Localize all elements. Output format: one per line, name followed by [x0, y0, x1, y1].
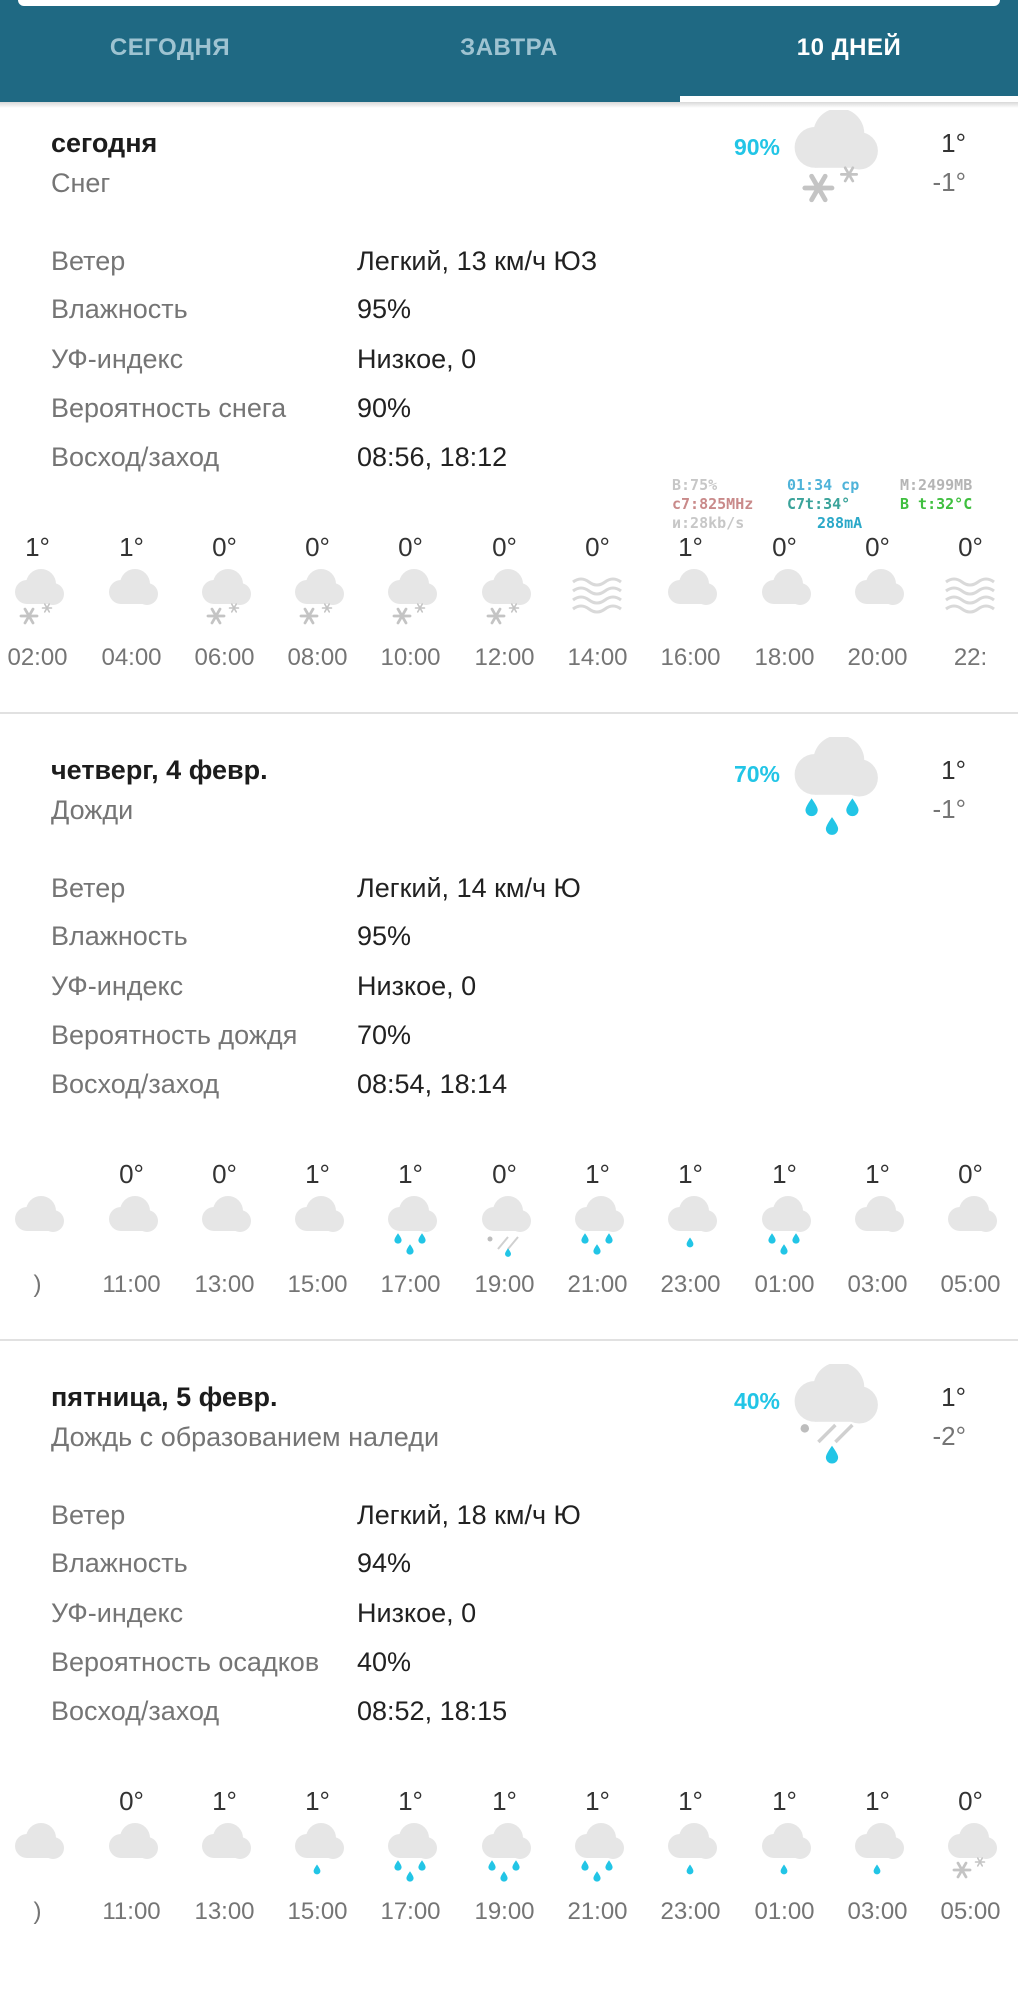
- day-title: четверг, 4 февр.: [51, 755, 268, 785]
- hour-time: 21:00: [567, 1898, 628, 1925]
- day-forecast-card[interactable]: [0, 1364, 1018, 1990]
- hour-temp: 0°: [958, 1159, 983, 1189]
- hour-item[interactable]: [738, 1786, 831, 1936]
- hour-item[interactable]: [178, 1786, 271, 1936]
- hour-item[interactable]: [178, 532, 271, 682]
- fog-icon: [567, 568, 629, 630]
- hour-time: 05:00: [940, 1898, 1001, 1925]
- low-temp: -1°: [932, 167, 966, 197]
- detail-label: Влажность: [51, 921, 188, 951]
- hour-time: 01:00: [754, 1271, 815, 1298]
- detail-label: Вероятность снега: [51, 393, 287, 423]
- system-overlay-col2: [787, 476, 862, 533]
- hour-item[interactable]: [551, 1159, 644, 1309]
- network-readout: и:28kb/s: [672, 514, 745, 532]
- detail-label: УФ-индекс: [51, 971, 184, 1001]
- hour-time: 10:00: [380, 644, 441, 671]
- hour-temp: 0°: [492, 1159, 517, 1189]
- cloud-icon: [101, 568, 163, 630]
- hour-time: 21:00: [567, 1271, 628, 1298]
- hour-temp: 0°: [398, 532, 423, 562]
- snow-icon: [194, 568, 256, 630]
- hour-temp: 1°: [678, 532, 703, 562]
- detail-label: Ветер: [51, 873, 126, 903]
- detail-value: 08:54, 18:14: [357, 1069, 508, 1099]
- system-overlay-col3: [900, 476, 972, 514]
- hour-time: ): [33, 1271, 42, 1298]
- snow-icon: [287, 568, 349, 630]
- hour-item[interactable]: [85, 1159, 178, 1309]
- hour-time: 04:00: [101, 644, 162, 671]
- day-forecast-card[interactable]: [0, 737, 1018, 1363]
- detail-label: Восход/заход: [51, 1069, 220, 1099]
- detail-value: Низкое, 0: [357, 971, 477, 1001]
- hour-temp: 1°: [772, 1159, 797, 1189]
- hour-temp: 1°: [119, 532, 144, 562]
- detail-value: 95%: [357, 294, 412, 324]
- detail-value: 08:56, 18:12: [357, 442, 508, 472]
- memory-readout: M:2499MB: [900, 476, 973, 494]
- drizzle-icon: [287, 1822, 349, 1884]
- tab-10-days[interactable]: 10 ДНЕЙ: [796, 34, 902, 61]
- hour-temp: 0°: [119, 1786, 144, 1816]
- clock-readout: 01:34 cp: [787, 476, 860, 494]
- detail-label: Восход/заход: [51, 1696, 220, 1726]
- hour-time: 15:00: [287, 1898, 348, 1925]
- hour-time: 03:00: [847, 1271, 908, 1298]
- detail-value: 08:52, 18:15: [357, 1696, 508, 1726]
- hour-time: ): [33, 1898, 42, 1925]
- detail-value: 40%: [357, 1647, 412, 1677]
- sleet-icon: [474, 1195, 536, 1257]
- hour-time: 11:00: [102, 1898, 161, 1925]
- hour-temp: 0°: [958, 532, 983, 562]
- precip-chance: 90%: [733, 134, 780, 160]
- cloud-icon: [101, 1195, 163, 1257]
- day-forecast-card[interactable]: [0, 110, 1018, 736]
- rain-icon: [380, 1195, 442, 1257]
- rain-icon: [380, 1822, 442, 1884]
- detail-label: Влажность: [51, 1548, 188, 1578]
- cpu-freq-readout: c7:825MHz: [672, 495, 754, 513]
- hour-time: 05:00: [940, 1271, 1001, 1298]
- hour-time: 22:: [953, 644, 988, 671]
- hourly-strip[interactable]: [0, 1159, 1018, 1319]
- hour-time: 13:00: [194, 1271, 255, 1298]
- snow-icon: [474, 568, 536, 630]
- hour-time: 19:00: [474, 1898, 535, 1925]
- precip-chance: 70%: [733, 761, 780, 787]
- hour-item[interactable]: [551, 1786, 644, 1936]
- hour-time: 18:00: [754, 644, 815, 671]
- hour-time: 16:00: [660, 644, 721, 671]
- hour-item[interactable]: [364, 532, 457, 682]
- current-readout: 288mA: [817, 514, 863, 532]
- hour-time: 02:00: [7, 644, 68, 671]
- detail-label: Влажность: [51, 294, 188, 324]
- snow-icon: [7, 568, 69, 630]
- hour-time: 19:00: [474, 1271, 535, 1298]
- rain-icon: [786, 737, 886, 847]
- cloud-icon: [7, 1195, 69, 1257]
- drizzle-icon: [660, 1822, 722, 1884]
- hour-item[interactable]: [458, 1786, 551, 1936]
- hour-time: 23:00: [660, 1898, 721, 1925]
- battery-readout: B:75%: [672, 476, 718, 494]
- hour-temp: 0°: [772, 532, 797, 562]
- hour-temp: 1°: [212, 1786, 237, 1816]
- hour-item[interactable]: [831, 1159, 924, 1309]
- cloud-icon: [101, 1822, 163, 1884]
- hour-temp: 1°: [398, 1159, 423, 1189]
- day-title: пятница, 5 февр.: [51, 1382, 278, 1412]
- tab-tomorrow[interactable]: ЗАВТРА: [460, 34, 558, 61]
- hour-item[interactable]: [924, 1786, 1017, 1936]
- snow-icon: [380, 568, 442, 630]
- detail-label: Ветер: [51, 1500, 126, 1530]
- high-temp: 1°: [941, 128, 966, 158]
- hour-temp: 0°: [119, 1159, 144, 1189]
- hour-temp: 1°: [305, 1786, 330, 1816]
- hour-time: 12:00: [474, 644, 535, 671]
- snow-icon: [940, 1822, 1002, 1884]
- rain-icon: [474, 1822, 536, 1884]
- hour-time: 15:00: [287, 1271, 348, 1298]
- cloud-icon: [940, 1195, 1002, 1257]
- detail-value: 70%: [357, 1020, 412, 1050]
- hour-item[interactable]: [458, 1159, 551, 1309]
- hour-item[interactable]: [831, 1786, 924, 1936]
- hour-item[interactable]: [364, 1786, 457, 1936]
- cloud-icon: [194, 1822, 256, 1884]
- hour-item[interactable]: [551, 532, 644, 682]
- hour-item[interactable]: [178, 1159, 271, 1309]
- hour-temp: 0°: [212, 532, 237, 562]
- hour-item[interactable]: [831, 532, 924, 682]
- hour-item[interactable]: [644, 1159, 737, 1309]
- detail-value: 95%: [357, 921, 412, 951]
- hour-temp: 1°: [25, 532, 50, 562]
- drizzle-icon: [660, 1195, 722, 1257]
- rain-icon: [754, 1195, 816, 1257]
- section-divider: [0, 712, 1018, 714]
- precip-chance: 40%: [733, 1388, 780, 1414]
- hour-temp: 0°: [492, 532, 517, 562]
- hour-item[interactable]: [271, 1159, 364, 1309]
- cpu-temp-readout: C7t:34°: [787, 495, 851, 513]
- hourly-strip[interactable]: [0, 1786, 1018, 1946]
- day-condition: Снег: [51, 168, 111, 198]
- day-condition: Дождь с образованием наледи: [51, 1422, 440, 1452]
- detail-label: Ветер: [51, 246, 126, 276]
- hour-item[interactable]: [924, 1159, 1017, 1309]
- detail-label: Вероятность дождя: [51, 1020, 298, 1050]
- detail-value: Легкий, 13 км/ч ЮЗ: [357, 246, 598, 276]
- hour-item[interactable]: [271, 532, 364, 682]
- snow-icon: [786, 110, 886, 220]
- hour-time: 14:00: [567, 644, 628, 671]
- cloud-icon: [847, 1195, 909, 1257]
- low-temp: -2°: [932, 1421, 966, 1451]
- cloud-icon: [754, 568, 816, 630]
- detail-value: 90%: [357, 393, 412, 423]
- detail-value: Легкий, 18 км/ч Ю: [357, 1500, 581, 1530]
- high-temp: 1°: [941, 755, 966, 785]
- detail-value: Низкое, 0: [357, 1598, 477, 1628]
- day-title: сегодня: [51, 128, 158, 158]
- hour-time: 11:00: [102, 1271, 161, 1298]
- hour-time: 06:00: [194, 644, 255, 671]
- hour-temp: 1°: [865, 1786, 890, 1816]
- hour-temp: 1°: [772, 1786, 797, 1816]
- hour-time: 20:00: [847, 644, 908, 671]
- day-condition: Дожди: [51, 795, 134, 825]
- hour-item[interactable]: [85, 532, 178, 682]
- hour-item[interactable]: [364, 1159, 457, 1309]
- top-app-bar: [0, 0, 1018, 102]
- battery-temp-readout: B t:32°C: [900, 495, 973, 513]
- hourly-strip[interactable]: [0, 532, 1018, 692]
- detail-label: Восход/заход: [51, 442, 220, 472]
- tab-today[interactable]: СЕГОДНЯ: [109, 34, 231, 61]
- hour-item[interactable]: [85, 1786, 178, 1936]
- app-bar-shadow: [0, 102, 1018, 108]
- hour-item[interactable]: [271, 1786, 364, 1936]
- hour-temp: 1°: [585, 1786, 610, 1816]
- rain-icon: [567, 1195, 629, 1257]
- hour-item[interactable]: [458, 532, 551, 682]
- system-overlay-col1: [672, 476, 753, 533]
- hour-temp: 1°: [865, 1159, 890, 1189]
- hour-temp: 1°: [678, 1786, 703, 1816]
- hour-time: 03:00: [847, 1898, 908, 1925]
- rain-icon: [567, 1822, 629, 1884]
- hour-temp: 1°: [492, 1786, 517, 1816]
- cloud-icon: [287, 1195, 349, 1257]
- section-divider: [0, 1339, 1018, 1341]
- hour-temp: 0°: [585, 532, 610, 562]
- hour-item[interactable]: [924, 532, 1017, 682]
- hour-temp: 0°: [305, 532, 330, 562]
- drizzle-icon: [754, 1822, 816, 1884]
- hour-time: 17:00: [380, 1271, 441, 1298]
- detail-value: 94%: [357, 1548, 412, 1578]
- cloud-icon: [7, 1822, 69, 1884]
- search-bar-edge[interactable]: [18, 0, 1000, 6]
- hour-time: 13:00: [194, 1898, 255, 1925]
- icy-rain-icon: [786, 1364, 886, 1474]
- hour-temp: 1°: [305, 1159, 330, 1189]
- detail-value: Низкое, 0: [357, 344, 477, 374]
- fog-icon: [940, 568, 1002, 630]
- hour-temp: 0°: [958, 1786, 983, 1816]
- hour-time: 08:00: [287, 644, 348, 671]
- low-temp: -1°: [932, 794, 966, 824]
- hour-temp: 1°: [678, 1159, 703, 1189]
- hour-temp: 1°: [585, 1159, 610, 1189]
- detail-value: Легкий, 14 км/ч Ю: [357, 873, 581, 903]
- hour-temp: 1°: [398, 1786, 423, 1816]
- hour-item[interactable]: [644, 1786, 737, 1936]
- hour-item[interactable]: [0, 1159, 84, 1309]
- hour-item[interactable]: [738, 532, 831, 682]
- cloud-icon: [194, 1195, 256, 1257]
- hour-time: 23:00: [660, 1271, 721, 1298]
- hour-item[interactable]: [738, 1159, 831, 1309]
- hour-time: 01:00: [754, 1898, 815, 1925]
- hour-temp: 0°: [865, 532, 890, 562]
- cloud-icon: [847, 568, 909, 630]
- hour-time: 17:00: [380, 1898, 441, 1925]
- hour-item[interactable]: [0, 532, 84, 682]
- high-temp: 1°: [941, 1382, 966, 1412]
- hour-temp: 0°: [212, 1159, 237, 1189]
- hour-item[interactable]: [644, 532, 737, 682]
- detail-label: УФ-индекс: [51, 344, 184, 374]
- cloud-icon: [660, 568, 722, 630]
- hour-item[interactable]: [0, 1786, 84, 1936]
- detail-label: УФ-индекс: [51, 1598, 184, 1628]
- detail-label: Вероятность осадков: [51, 1647, 320, 1677]
- drizzle-icon: [847, 1822, 909, 1884]
